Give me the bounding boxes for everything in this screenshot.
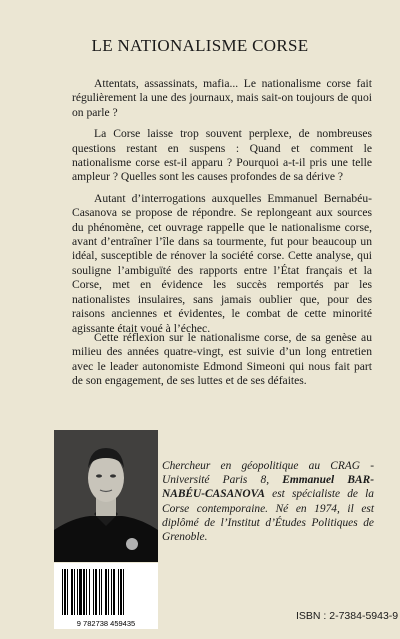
summary-paragraph: Autant d’interrogations auxquelles Emmanuel Bernabéu-Casanova se propose de répondre. Se replongeant aux sources du phénomène, cet ouvrage rappelle que le nationalisme corse, avant d’entraîner l’île dans sa tourmente, fut pour beaucoup un idéal, susceptible de rénover la société corse. Cette analyse, qui souligne l’ambiguïté des rapports entre l’État français et la Corse, met en évidence les succès remportés par les nationalistes insulaires, sans jamais oublier que, pour des raisons anciennes et évidentes, le combat de cette minorité agissante était voué à l’échec. (72, 191, 372, 335)
barcode-bar (99, 569, 100, 615)
barcode-bar (64, 569, 66, 615)
barcode-bar (123, 569, 124, 615)
barcode-bar (120, 569, 122, 615)
barcode-bar (89, 569, 90, 615)
barcode (54, 563, 158, 629)
barcode-bar (95, 569, 97, 615)
barcode-bar (105, 569, 107, 615)
back-cover-summary (72, 77, 372, 343)
book-title: LE NATIONALISME CORSE (91, 36, 309, 55)
author-bio (162, 459, 374, 544)
barcode-bar (83, 569, 85, 615)
barcode-bar (113, 569, 115, 615)
bio-text: est spécialiste de la Corse contemporaine. Né en 1974, il est diplômé de l’Institut d’Études Politiques de Grenoble. (162, 488, 374, 544)
barcode-bar (111, 569, 112, 615)
barcode-bar (118, 569, 119, 615)
author-photo (54, 430, 158, 562)
barcode-bar (108, 569, 109, 615)
barcode-bar (93, 569, 94, 615)
barcode-bar (71, 569, 73, 615)
barcode-bar (86, 569, 87, 615)
barcode-bar (77, 569, 78, 615)
summary-paragraph: Cette réflexion sur le nationalisme corse, de sa genèse au milieu des années quatre-vingt, est suivie d’un long entretien avec le leader autonomiste Edmond Simeoni qui nous fait part de son engagement, de ses luttes et de ses défaites. (72, 331, 372, 388)
isbn: ISBN : 2-7384-5943-9 (296, 610, 399, 622)
summary-paragraph: Attentats, assassinats, mafia... Le nationalisme corse fait régulièrement la une des journaux, mais sait-on toujours de quoi on parle ? (72, 77, 372, 119)
bio-text: Chercheur en géopolitique au CRAG - Université Paris 8, (162, 460, 374, 487)
barcode-bar (67, 569, 68, 615)
barcode-bar (79, 569, 82, 615)
author-name: Emmanuel BAR-NABÉU-CASANOVA (162, 474, 374, 501)
barcode-bar (62, 569, 63, 615)
barcode-number: 9 782738 459435 (76, 619, 136, 628)
barcode-bar (74, 569, 75, 615)
barcode-bar (101, 569, 102, 615)
summary-paragraph: La Corse laisse trop souvent perplexe, de nombreuses questions restant en suspens : Quand et comment le nationalisme corse est-il apparu ? Pourquoi a-t-il pris une telle ampleur ? Quelles sont les causes profondes de sa dérive ? (72, 127, 372, 184)
closing-paragraph-block (72, 331, 372, 396)
